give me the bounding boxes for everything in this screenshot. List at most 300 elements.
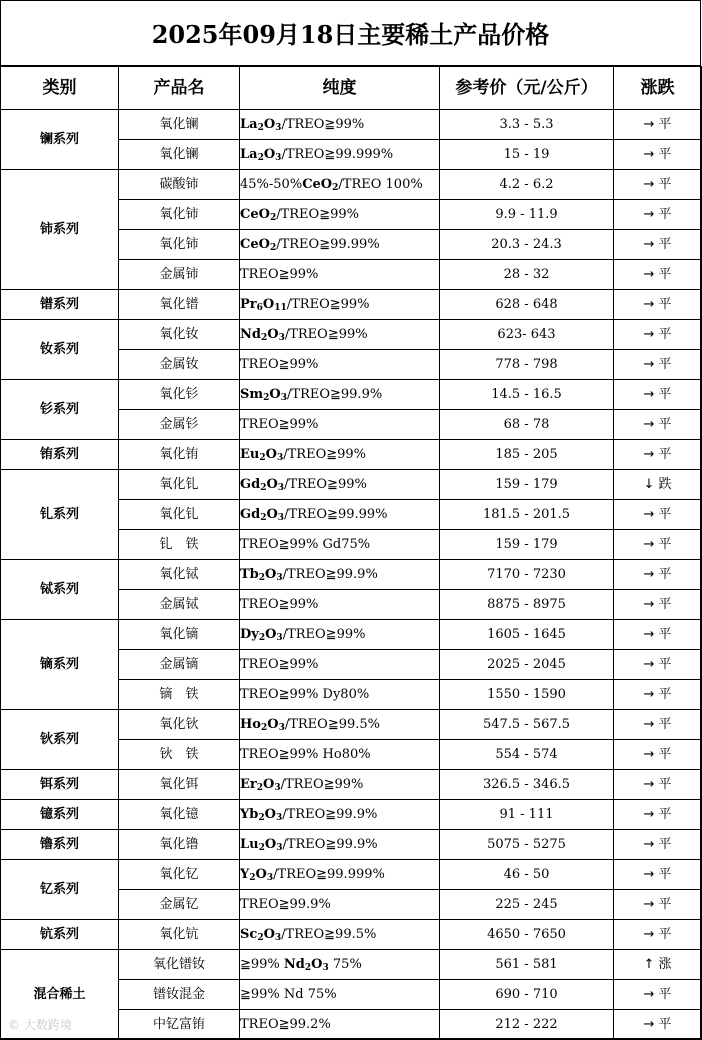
category-cell: 铕系列 <box>1 440 119 470</box>
trend-cell: → 平 <box>614 290 702 320</box>
purity-subscript: 3 <box>322 963 329 973</box>
purity-text: O <box>265 447 277 462</box>
formula-bold <box>265 627 276 642</box>
purity-text: Y <box>240 867 250 882</box>
formula-bold <box>263 777 274 792</box>
purity-cell <box>240 950 440 980</box>
formula-bold <box>311 957 322 972</box>
purity-subscript: 2 <box>260 483 267 493</box>
price-cell: 91 - 111 <box>440 800 614 830</box>
formula-bold <box>267 717 278 732</box>
trend-cell: → 平 <box>614 200 702 230</box>
purity-cell <box>240 800 440 830</box>
price-cell: 68 - 78 <box>440 410 614 440</box>
purity-subscript: 6 <box>256 303 263 313</box>
trend-cell: → 平 <box>614 800 702 830</box>
purity-text: /TREO≧99.9% <box>282 807 378 822</box>
price-cell: 9.9 - 11.9 <box>440 200 614 230</box>
price-cell: 185 - 205 <box>440 440 614 470</box>
product-cell: 氧化铈 <box>119 200 240 230</box>
formula-bold <box>256 867 267 882</box>
category-cell: 镱系列 <box>1 800 119 830</box>
product-cell: 氧化铒 <box>119 770 240 800</box>
formula-bold <box>302 177 332 192</box>
purity-subscript: 3 <box>275 813 283 823</box>
trend-cell: → 平 <box>614 980 702 1010</box>
purity-text: O <box>267 327 279 342</box>
table-row <box>1 320 702 350</box>
product-cell: 金属铽 <box>119 590 240 620</box>
purity-cell <box>240 710 440 740</box>
purity-text: /TREO≧99.999% <box>273 867 385 882</box>
purity-text: /TREO≧99.9% <box>282 837 378 852</box>
purity-text: /TREO≧99.9% <box>287 387 383 402</box>
product-cell: 氧化钐 <box>119 380 240 410</box>
purity-text: O <box>311 957 323 972</box>
page-title: 2025年09月18日主要稀土产品价格 <box>0 0 701 66</box>
purity-cell <box>240 830 440 860</box>
product-cell: 氧化铽 <box>119 560 240 590</box>
purity-text: O <box>263 927 275 942</box>
purity-subscript: 3 <box>274 783 281 793</box>
product-cell: 氧化镧 <box>119 140 240 170</box>
formula-bold <box>240 117 258 132</box>
category-cell: 钐系列 <box>1 380 119 440</box>
purity-text: O <box>266 477 278 492</box>
purity-cell <box>240 1010 440 1040</box>
trend-cell: → 平 <box>614 890 702 920</box>
formula-bold <box>240 387 263 402</box>
product-cell: 氧化镱 <box>119 800 240 830</box>
product-cell: 中钇富铕 <box>119 1010 240 1040</box>
product-cell: 氧化镨 <box>119 290 240 320</box>
purity-subscript: 3 <box>276 633 283 643</box>
formula-bold <box>240 837 259 852</box>
price-cell: 15 - 19 <box>440 140 614 170</box>
trend-cell: → 平 <box>614 650 702 680</box>
product-cell: 氧化钬 <box>119 710 240 740</box>
table-header-row <box>1 67 702 110</box>
trend-cell: → 平 <box>614 410 702 440</box>
purity-text: Gd <box>240 477 261 492</box>
purity-subscript: 3 <box>276 573 283 583</box>
purity-text: TREO≧99% Ho80% <box>240 747 371 762</box>
table-row <box>1 830 702 860</box>
product-cell: 氧化镥 <box>119 830 240 860</box>
purity-cell <box>240 920 440 950</box>
purity-text: 75% <box>328 957 362 972</box>
trend-cell: → 平 <box>614 740 702 770</box>
purity-text: /TREO≧99% <box>284 477 367 492</box>
purity-subscript: 3 <box>276 843 283 853</box>
purity-cell <box>240 110 440 140</box>
price-cell: 14.5 - 16.5 <box>440 380 614 410</box>
formula-bold <box>240 867 249 882</box>
category-cell: 镨系列 <box>1 290 119 320</box>
formula-bold <box>264 927 275 942</box>
trend-cell: → 平 <box>614 680 702 710</box>
formula-bold <box>240 147 258 162</box>
purity-subscript: 2 <box>257 123 264 133</box>
price-cell: 225 - 245 <box>440 890 614 920</box>
purity-text: /TREO≧99.99% <box>276 237 380 252</box>
header-trend: 涨跌 <box>614 67 702 110</box>
category-cell: 铒系列 <box>1 770 119 800</box>
table-row <box>1 860 702 890</box>
product-cell: 氧化镧 <box>119 110 240 140</box>
purity-text: /TREO≧99% <box>280 777 364 792</box>
purity-text: TREO≧99.9% <box>240 897 331 912</box>
product-cell: 氧化铕 <box>119 440 240 470</box>
purity-text: Eu <box>240 447 260 462</box>
category-cell: 钆系列 <box>1 470 119 560</box>
product-cell: 碳酸铈 <box>119 170 240 200</box>
price-table <box>0 66 702 1040</box>
trend-cell: → 平 <box>614 230 702 260</box>
price-cell: 554 - 574 <box>440 740 614 770</box>
purity-text: /TREO≧99.5% <box>281 927 377 942</box>
product-cell: 金属钐 <box>119 410 240 440</box>
purity-cell <box>240 260 440 290</box>
purity-subscript: 2 <box>260 723 268 733</box>
table-row <box>1 710 702 740</box>
product-cell: 镨钕混金 <box>119 980 240 1010</box>
formula-bold <box>240 327 261 342</box>
purity-text: O <box>264 837 277 852</box>
trend-cell: ↑ 涨 <box>614 950 702 980</box>
purity-text: Lu <box>240 837 259 852</box>
purity-text: TREO≧99% <box>240 417 319 432</box>
trend-cell: → 平 <box>614 590 702 620</box>
category-cell: 铈系列 <box>1 170 119 290</box>
product-cell: 氧化钇 <box>119 860 240 890</box>
formula-bold <box>240 627 259 642</box>
purity-cell <box>240 980 440 1010</box>
price-cell: 1550 - 1590 <box>440 680 614 710</box>
trend-cell: → 平 <box>614 350 702 380</box>
purity-cell <box>240 890 440 920</box>
formula-bold <box>266 477 277 492</box>
purity-subscript: 3 <box>278 723 285 733</box>
purity-text: La <box>240 117 258 132</box>
trend-cell: → 平 <box>614 170 702 200</box>
purity-cell <box>240 500 440 530</box>
price-cell: 212 - 222 <box>440 1010 614 1040</box>
purity-text: /TREO≧99.9% <box>282 567 378 582</box>
purity-subscript: 3 <box>280 393 288 403</box>
purity-subscript: 3 <box>278 333 285 343</box>
purity-cell <box>240 590 440 620</box>
trend-cell: → 平 <box>614 620 702 650</box>
price-cell: 547.5 - 567.5 <box>440 710 614 740</box>
purity-text: O <box>263 147 276 162</box>
purity-cell <box>240 320 440 350</box>
watermark-text: 大数跨境 <box>23 1018 72 1032</box>
purity-text: CeO <box>240 237 270 252</box>
purity-text: /TREO≧99% <box>281 117 365 132</box>
table-row <box>1 560 702 590</box>
header-category: 类别 <box>1 67 119 110</box>
table-row <box>1 380 702 410</box>
purity-subscript: 2 <box>258 843 265 853</box>
purity-cell <box>240 140 440 170</box>
category-cell: 镧系列 <box>1 110 119 170</box>
formula-bold <box>267 327 278 342</box>
price-cell: 2025 - 2045 <box>440 650 614 680</box>
formula-bold <box>265 807 276 822</box>
purity-text: TREO≧99.2% <box>240 1017 331 1032</box>
category-cell: 钬系列 <box>1 710 119 770</box>
category-cell: 钪系列 <box>1 920 119 950</box>
formula-bold <box>266 447 277 462</box>
table-row <box>1 440 702 470</box>
purity-text: Ho <box>240 717 261 732</box>
table-row <box>1 110 702 140</box>
formula-bold <box>240 807 258 822</box>
product-cell: 钆 铁 <box>119 530 240 560</box>
trend-cell: → 平 <box>614 320 702 350</box>
purity-cell <box>240 380 440 410</box>
formula-bold <box>240 297 257 312</box>
product-cell: 氧化钪 <box>119 920 240 950</box>
product-cell: 金属钇 <box>119 890 240 920</box>
purity-text: /TREO 100% <box>338 177 423 192</box>
header-price: 参考价（元/公斤） <box>440 67 614 110</box>
trend-cell: → 平 <box>614 920 702 950</box>
header-product: 产品名 <box>119 67 240 110</box>
formula-bold <box>240 207 270 222</box>
price-cell: 4650 - 7650 <box>440 920 614 950</box>
purity-text: O <box>265 567 277 582</box>
price-cell: 778 - 798 <box>440 350 614 380</box>
category-cell: 铽系列 <box>1 560 119 620</box>
trend-cell: → 平 <box>614 1010 702 1040</box>
purity-text: Tb <box>240 567 259 582</box>
purity-subscript: 2 <box>258 813 265 823</box>
purity-cell <box>240 680 440 710</box>
purity-text: CeO <box>240 207 270 222</box>
formula-bold <box>240 237 270 252</box>
trend-cell: → 平 <box>614 380 702 410</box>
purity-text: /TREO≧99.999% <box>281 147 394 162</box>
purity-text: O <box>263 117 276 132</box>
purity-cell <box>240 470 440 500</box>
purity-text: ≧99% <box>240 957 284 972</box>
purity-cell <box>240 410 440 440</box>
purity-text: O <box>265 627 277 642</box>
purity-subscript: 2 <box>258 633 266 643</box>
purity-subscript: 3 <box>277 513 285 523</box>
purity-subscript: 2 <box>332 183 339 193</box>
price-cell: 8875 - 8975 <box>440 590 614 620</box>
price-cell: 159 - 179 <box>440 530 614 560</box>
table-row <box>1 920 702 950</box>
purity-text: Sc <box>240 927 258 942</box>
formula-bold <box>265 837 276 852</box>
trend-cell: → 平 <box>614 830 702 860</box>
purity-text: 45%-50% <box>240 177 303 192</box>
price-cell: 28 - 32 <box>440 260 614 290</box>
table-row <box>1 290 702 320</box>
formula-bold <box>240 477 260 492</box>
product-cell: 氧化铈 <box>119 230 240 260</box>
trend-cell: → 平 <box>614 530 702 560</box>
formula-bold <box>240 717 261 732</box>
product-cell: 氧化钆 <box>119 500 240 530</box>
category-cell: 镝系列 <box>1 620 119 710</box>
purity-cell <box>240 650 440 680</box>
purity-subscript: 3 <box>275 123 282 133</box>
purity-subscript: 3 <box>275 153 282 163</box>
formula-bold <box>240 507 260 522</box>
price-cell: 623- 643 <box>440 320 614 350</box>
purity-text: /TREO≧99% <box>286 297 370 312</box>
purity-text: Pr <box>240 297 257 312</box>
trend-cell: → 平 <box>614 560 702 590</box>
trend-cell: → 平 <box>614 710 702 740</box>
purity-cell <box>240 860 440 890</box>
table-row <box>1 470 702 500</box>
formula-bold <box>263 297 274 312</box>
purity-text: Sm <box>240 387 264 402</box>
purity-subscript: 2 <box>258 573 266 583</box>
purity-cell <box>240 740 440 770</box>
table-row <box>1 950 702 980</box>
trend-cell: → 平 <box>614 140 702 170</box>
purity-text: TREO≧99% <box>240 597 319 612</box>
purity-cell <box>240 560 440 590</box>
product-cell: 金属钕 <box>119 350 240 380</box>
purity-text: O <box>263 777 275 792</box>
purity-text: Er <box>240 777 257 792</box>
price-cell: 1605 - 1645 <box>440 620 614 650</box>
purity-text: O <box>255 867 267 882</box>
purity-subscript: 2 <box>304 963 312 973</box>
purity-cell <box>240 230 440 260</box>
purity-text: TREO≧99% Dy80% <box>240 687 370 702</box>
purity-subscript: 2 <box>249 873 256 883</box>
purity-text: /TREO≧99% <box>284 327 368 342</box>
trend-cell: ↓ 跌 <box>614 470 702 500</box>
purity-text: Yb <box>240 807 259 822</box>
trend-cell: → 平 <box>614 440 702 470</box>
purity-subscript: 11 <box>274 303 287 313</box>
product-cell: 氧化镨钕 <box>119 950 240 980</box>
price-cell: 7170 - 7230 <box>440 560 614 590</box>
purity-cell <box>240 770 440 800</box>
purity-cell <box>240 620 440 650</box>
category-cell: 镥系列 <box>1 830 119 860</box>
trend-cell: → 平 <box>614 860 702 890</box>
purity-text: TREO≧99% Gd75% <box>240 537 371 552</box>
product-cell: 氧化镝 <box>119 620 240 650</box>
price-cell: 690 - 710 <box>440 980 614 1010</box>
product-cell: 金属镝 <box>119 650 240 680</box>
price-cell: 326.5 - 346.5 <box>440 770 614 800</box>
table-row <box>1 620 702 650</box>
purity-text: O <box>262 297 275 312</box>
formula-bold <box>269 387 280 402</box>
purity-text: Dy <box>240 627 259 642</box>
purity-subscript: 3 <box>277 483 285 493</box>
price-cell: 181.5 - 201.5 <box>440 500 614 530</box>
purity-cell <box>240 170 440 200</box>
category-cell: 钇系列 <box>1 860 119 920</box>
purity-cell <box>240 200 440 230</box>
category-cell: 钕系列 <box>1 320 119 380</box>
purity-text: TREO≧99% <box>240 267 319 282</box>
product-cell: 金属铈 <box>119 260 240 290</box>
price-cell: 46 - 50 <box>440 860 614 890</box>
formula-bold <box>284 957 305 972</box>
formula-bold <box>240 447 259 462</box>
table-row <box>1 170 702 200</box>
purity-subscript: 2 <box>260 513 267 523</box>
product-cell: 镝 铁 <box>119 680 240 710</box>
formula-bold <box>265 567 276 582</box>
watermark <box>8 1016 72 1033</box>
formula-bold <box>240 927 257 942</box>
category-cell: 混合稀土 <box>1 950 119 1040</box>
purity-text: Gd <box>240 507 261 522</box>
product-cell: 氧化钕 <box>119 320 240 350</box>
purity-cell <box>240 440 440 470</box>
price-cell: 5075 - 5275 <box>440 830 614 860</box>
table-row <box>1 800 702 830</box>
purity-text: O <box>264 807 276 822</box>
formula-bold <box>240 777 257 792</box>
formula-bold <box>274 297 287 312</box>
purity-subscript: 2 <box>269 213 277 223</box>
purity-cell <box>240 530 440 560</box>
formula-bold <box>240 567 259 582</box>
price-cell: 4.2 - 6.2 <box>440 170 614 200</box>
price-cell: 628 - 648 <box>440 290 614 320</box>
formula-bold <box>264 147 275 162</box>
purity-text: /TREO≧99% <box>283 447 367 462</box>
trend-cell: → 平 <box>614 110 702 140</box>
purity-text: TREO≧99% <box>240 357 319 372</box>
purity-text: O <box>269 387 281 402</box>
purity-subscript: 2 <box>257 933 264 943</box>
purity-text: TREO≧99% <box>240 657 319 672</box>
purity-cell <box>240 290 440 320</box>
purity-subscript: 2 <box>269 243 277 253</box>
purity-subscript: 2 <box>256 783 264 793</box>
purity-subscript: 3 <box>276 453 284 463</box>
formula-bold <box>264 117 275 132</box>
price-cell: 20.3 - 24.3 <box>440 230 614 260</box>
purity-text: Nd <box>283 957 305 972</box>
purity-text: La <box>240 147 258 162</box>
trend-cell: → 平 <box>614 500 702 530</box>
product-cell: 钬 铁 <box>119 740 240 770</box>
price-cell: 561 - 581 <box>440 950 614 980</box>
purity-subscript: 3 <box>266 873 274 883</box>
trend-cell: → 平 <box>614 260 702 290</box>
price-cell: 159 - 179 <box>440 470 614 500</box>
formula-bold <box>266 507 277 522</box>
purity-text: ≧99% Nd 75% <box>240 987 337 1002</box>
watermark-logo-icon: © <box>8 1018 20 1032</box>
purity-subscript: 3 <box>274 933 282 943</box>
purity-subscript: 2 <box>260 333 268 343</box>
purity-cell <box>240 350 440 380</box>
price-cell: 3.3 - 5.3 <box>440 110 614 140</box>
purity-text: Nd <box>240 327 261 342</box>
table-body <box>1 110 702 1040</box>
purity-text: O <box>266 507 278 522</box>
